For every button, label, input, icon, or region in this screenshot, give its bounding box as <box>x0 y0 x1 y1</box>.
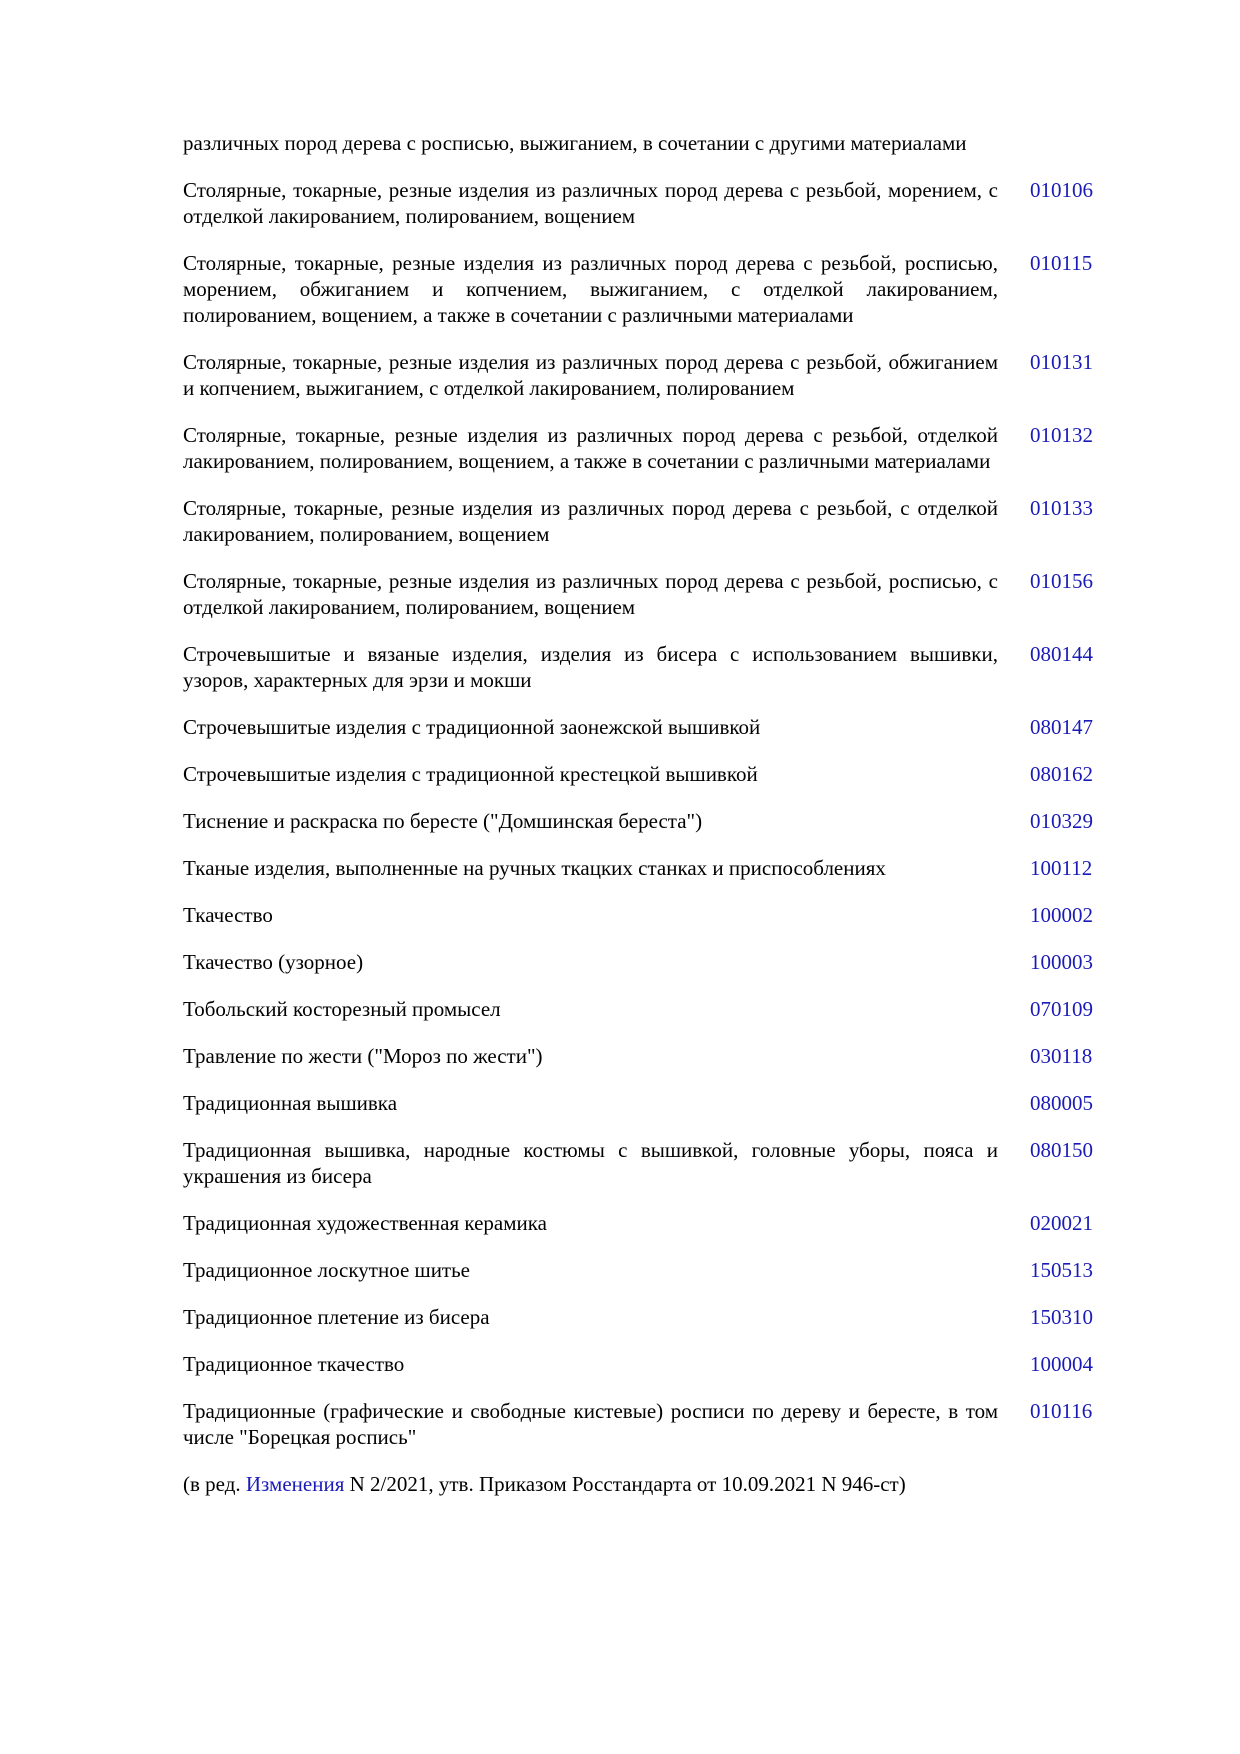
table-row <box>183 1304 1103 1330</box>
table-row <box>183 495 1103 547</box>
craft-description: Ткачество (узорное) <box>183 950 364 974</box>
craft-code-list <box>183 130 1103 1450</box>
craft-description: Ткачество <box>183 903 273 927</box>
craft-description: Традиционная художественная керамика <box>183 1211 547 1235</box>
craft-code-link[interactable]: 080147 <box>1030 715 1093 739</box>
craft-description: Тиснение и раскраска по бересте ("Домшинская береста") <box>183 809 703 833</box>
table-row <box>183 1210 1103 1236</box>
craft-description: Традиционное плетение из бисера <box>183 1305 490 1329</box>
craft-code-link[interactable]: 010132 <box>1030 423 1093 447</box>
craft-description: Традиционное ткачество <box>183 1352 405 1376</box>
craft-description: Столярные, токарные, резные изделия из различных пород дерева с резьбой, отделкой лакированием, полированием, вощением, а также в сочетании с различными материалами <box>183 423 998 473</box>
craft-code-link[interactable]: 100112 <box>1030 856 1093 880</box>
table-row <box>183 996 1103 1022</box>
craft-code-link[interactable]: 080162 <box>1030 762 1093 786</box>
craft-code-link[interactable]: 070109 <box>1030 997 1093 1021</box>
document-page <box>183 130 1103 1497</box>
craft-code-link[interactable]: 030118 <box>1030 1044 1093 1068</box>
table-row <box>183 1137 1103 1189</box>
table-row <box>183 714 1103 740</box>
craft-code-link[interactable]: 010106 <box>1030 178 1093 202</box>
amendment-note-suffix: N 2/2021, утв. Приказом Росстандарта от 10.09.2021 N 946-ст) <box>344 1472 906 1496</box>
craft-description: Традиционная вышивка <box>183 1091 398 1115</box>
table-row <box>183 130 1103 156</box>
craft-code-link[interactable]: 010156 <box>1030 569 1093 593</box>
craft-code-link[interactable]: 080150 <box>1030 1138 1093 1162</box>
table-row <box>183 1257 1103 1283</box>
craft-description: Столярные, токарные, резные изделия из различных пород дерева с резьбой, росписью, морением, обжиганием и копчением, выжиганием, с отделкой лакированием, полированием, вощением, а также в сочетании с различными материалами <box>183 251 998 327</box>
craft-code-link[interactable]: 020021 <box>1030 1211 1093 1235</box>
craft-description: Строчевышитые изделия с традиционной заонежской вышивкой <box>183 715 761 739</box>
craft-code-link[interactable]: 010133 <box>1030 496 1093 520</box>
craft-description: Травление по жести ("Мороз по жести") <box>183 1044 543 1068</box>
table-row <box>183 808 1103 834</box>
craft-description: Традиционная вышивка, народные костюмы с вышивкой, головные уборы, пояса и украшения из бисера <box>183 1138 998 1188</box>
craft-description: Столярные, токарные, резные изделия из различных пород дерева с резьбой, морением, с отделкой лакированием, полированием, вощением <box>183 178 998 228</box>
craft-description: Строчевышитые и вязаные изделия, изделия из бисера с использованием вышивки, узоров, характерных для эрзи и мокши <box>183 642 998 692</box>
craft-code-link[interactable]: 080144 <box>1030 642 1093 666</box>
craft-code-link[interactable]: 080005 <box>1030 1091 1093 1115</box>
craft-description: Строчевышитые изделия с традиционной крестецкой вышивкой <box>183 762 758 786</box>
craft-code-link[interactable]: 010116 <box>1030 1399 1093 1423</box>
amendment-link[interactable]: Изменения <box>245 1472 345 1496</box>
craft-code-link[interactable]: 100004 <box>1030 1352 1093 1376</box>
table-row <box>183 349 1103 401</box>
craft-code-link[interactable]: 150310 <box>1030 1305 1093 1329</box>
craft-code-link[interactable]: 010131 <box>1030 350 1093 374</box>
craft-description: различных пород дерева с росписью, выжиганием, в сочетании с другими материалами <box>183 131 967 155</box>
craft-description: Традиционные (графические и свободные кистевые) росписи по дереву и бересте, в том числе "Борецкая роспись" <box>183 1399 998 1449</box>
amendment-note <box>183 1471 1103 1497</box>
craft-description: Традиционное лоскутное шитье <box>183 1258 471 1282</box>
craft-code-link[interactable]: 150513 <box>1030 1258 1093 1282</box>
table-row <box>183 568 1103 620</box>
table-row <box>183 902 1103 928</box>
table-row <box>183 949 1103 975</box>
table-row <box>183 761 1103 787</box>
table-row <box>183 1090 1103 1116</box>
craft-description: Тканые изделия, выполненные на ручных ткацких станках и приспособлениях <box>183 856 886 880</box>
amendment-note-prefix: (в ред. <box>183 1472 246 1496</box>
craft-description: Столярные, токарные, резные изделия из различных пород дерева с резьбой, росписью, с отделкой лакированием, полированием, вощением <box>183 569 998 619</box>
table-row <box>183 422 1103 474</box>
craft-code-link[interactable]: 100002 <box>1030 903 1093 927</box>
craft-description: Тобольский косторезный промысел <box>183 997 501 1021</box>
craft-code-link[interactable]: 010115 <box>1030 251 1093 275</box>
table-row <box>183 177 1103 229</box>
craft-description: Столярные, токарные, резные изделия из различных пород дерева с резьбой, с отделкой лакированием, полированием, вощением <box>183 496 998 546</box>
craft-code-link[interactable]: 010329 <box>1030 809 1093 833</box>
craft-code-link[interactable]: 100003 <box>1030 950 1093 974</box>
table-row <box>183 641 1103 693</box>
table-row <box>183 250 1103 328</box>
table-row <box>183 1043 1103 1069</box>
table-row <box>183 1398 1103 1450</box>
table-row <box>183 1351 1103 1377</box>
craft-description: Столярные, токарные, резные изделия из различных пород дерева с резьбой, обжиганием и копчением, выжиганием, с отделкой лакированием, полированием <box>183 350 998 400</box>
table-row <box>183 855 1103 881</box>
